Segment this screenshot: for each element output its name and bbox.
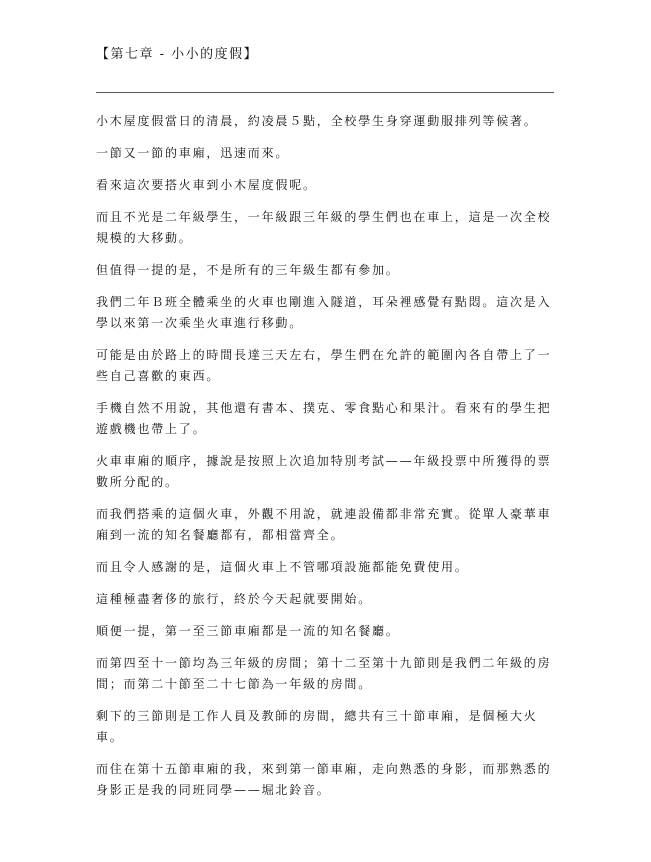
- paragraph: 一節又一節的車廂，迅速而來。: [96, 146, 290, 160]
- paragraph: 順便一提，第一至三節車廂都是一流的知名餐廳。: [96, 624, 400, 638]
- paragraph: 而且令人感謝的是，這個火車上不管哪項設施都能免費使用。: [96, 560, 469, 574]
- paragraph: 看來這次要搭火車到小木屋度假呢。: [96, 178, 317, 192]
- paragraph: 可能是由於路上的時間長達三天左右，學生們在允許的範圍內各自帶上了一些自己喜歡的東西。: [96, 348, 552, 383]
- paragraph: 手機自然不用說，其他還有書本、撲克、零食點心和果汁。看來有的學生把遊戲機也帶上了。: [96, 401, 552, 436]
- paragraph: 火車車廂的順序，據說是按照上次追加特別考試——年級投票中所獲得的票數所分配的。: [96, 454, 552, 489]
- paragraph: 剩下的三節則是工作人員及教師的房間，總共有三十節車廂，是個極大火車。: [96, 709, 538, 744]
- title-divider: [96, 92, 554, 93]
- paragraph: 這種極盡奢侈的旅行，終於今天起就要開始。: [96, 592, 373, 606]
- paragraph: 我們二年Ｂ班全體乘坐的火車也剛進入隧道，耳朵裡感覺有點悶。這次是入學以來第一次乘坐火車進行移動。: [96, 295, 552, 330]
- chapter-title: 【第七章 - 小小的度假】: [96, 47, 259, 62]
- paragraph: 而住在第十五節車廂的我，來到第一節車廂，走向熟悉的身影，而那熟悉的身影正是我的同班同學——堀北鈴音。: [96, 762, 552, 797]
- paragraph: 而且不光是二年級學生，一年級跟三年級的學生們也在車上，這是一次全校規模的大移動。: [96, 210, 552, 245]
- paragraph: 小木屋度假當日的清晨，約凌晨５點，全校學生身穿運動服排列等候著。: [96, 114, 538, 128]
- paragraph: 但值得一提的是，不是所有的三年級生都有參加。: [96, 263, 400, 277]
- paragraph: 而第四至十一節均為三年級的房間；第十二至第十九節則是我們二年級的房間；而第二十節至二十七節為一年級的房間。: [96, 656, 552, 691]
- paragraph: 而我們搭乘的這個火車，外觀不用說，就連設備都非常充實。從單人豪華車廂到一流的知名餐廳都有，都相當齊全。: [96, 507, 552, 542]
- body-text: [96, 111, 558, 812]
